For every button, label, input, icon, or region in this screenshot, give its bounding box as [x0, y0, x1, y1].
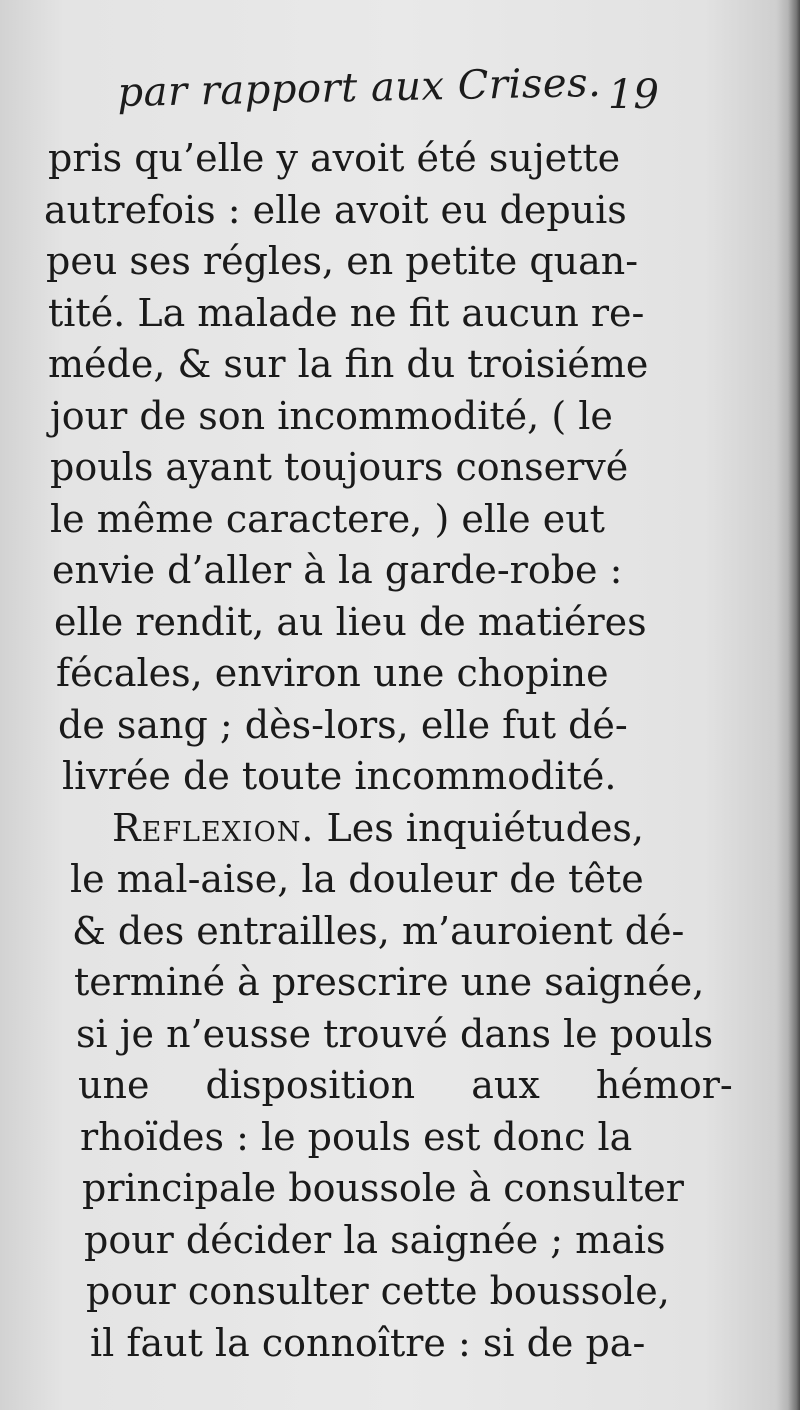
page-edge-shadow — [788, 0, 800, 1410]
page-number: 19 — [608, 72, 659, 118]
reflexion-first-text: Les inquiétudes, — [314, 805, 645, 850]
text-line: elle rendit, au lieu de matiéres — [54, 599, 647, 644]
text-line: il faut la connoître : si de pa- — [90, 1320, 646, 1365]
text-line: autrefois : elle avoit eu depuis — [44, 187, 627, 232]
text-line: de sang ; dès-lors, elle fut dé- — [58, 702, 628, 747]
text-line: si je n’eusse trouvé dans le pouls — [76, 1011, 714, 1056]
text-line: principale boussole à consulter — [82, 1166, 684, 1210]
text-line: pour consulter cette boussole, — [86, 1269, 670, 1313]
text-line: pouls ayant toujours conservé — [50, 445, 629, 489]
text-line: pour décider la saignée ; mais — [84, 1217, 666, 1262]
text-line: terminé à prescrire une saignée, — [74, 960, 705, 1004]
text-line: livrée de toute incommodité. — [62, 754, 617, 798]
text-line: & des entrailles, m’auroient dé- — [72, 908, 685, 953]
text-line: une disposition aux hémor- — [78, 1063, 733, 1107]
text-line: pris qu’elle y avoit été sujette — [48, 136, 621, 180]
text-line: fécales, environ une chopine — [56, 651, 609, 695]
text-line: rhoïdes : le pouls est donc la — [80, 1114, 633, 1159]
body-text — [40, 133, 733, 1369]
text-line: jour de son incommodité, ( le — [50, 393, 613, 438]
text-line: peu ses régles, en petite quan- — [46, 239, 639, 283]
text-line: le même caractere, ) elle eut — [50, 496, 605, 541]
page-header — [117, 59, 659, 130]
running-head: par rapport aux Crises. — [117, 59, 602, 116]
text-line: tité. La malade ne fit aucun re- — [48, 290, 645, 335]
text-line: envie d’aller à la garde-robe : — [52, 548, 623, 592]
text-line: le mal-aise, la douleur de tête — [70, 857, 644, 901]
reflexion-first-line — [40, 803, 720, 855]
text-line: méde, & sur la fin du troisiéme — [48, 342, 649, 386]
reflexion-label: Reflexion. — [112, 805, 315, 850]
